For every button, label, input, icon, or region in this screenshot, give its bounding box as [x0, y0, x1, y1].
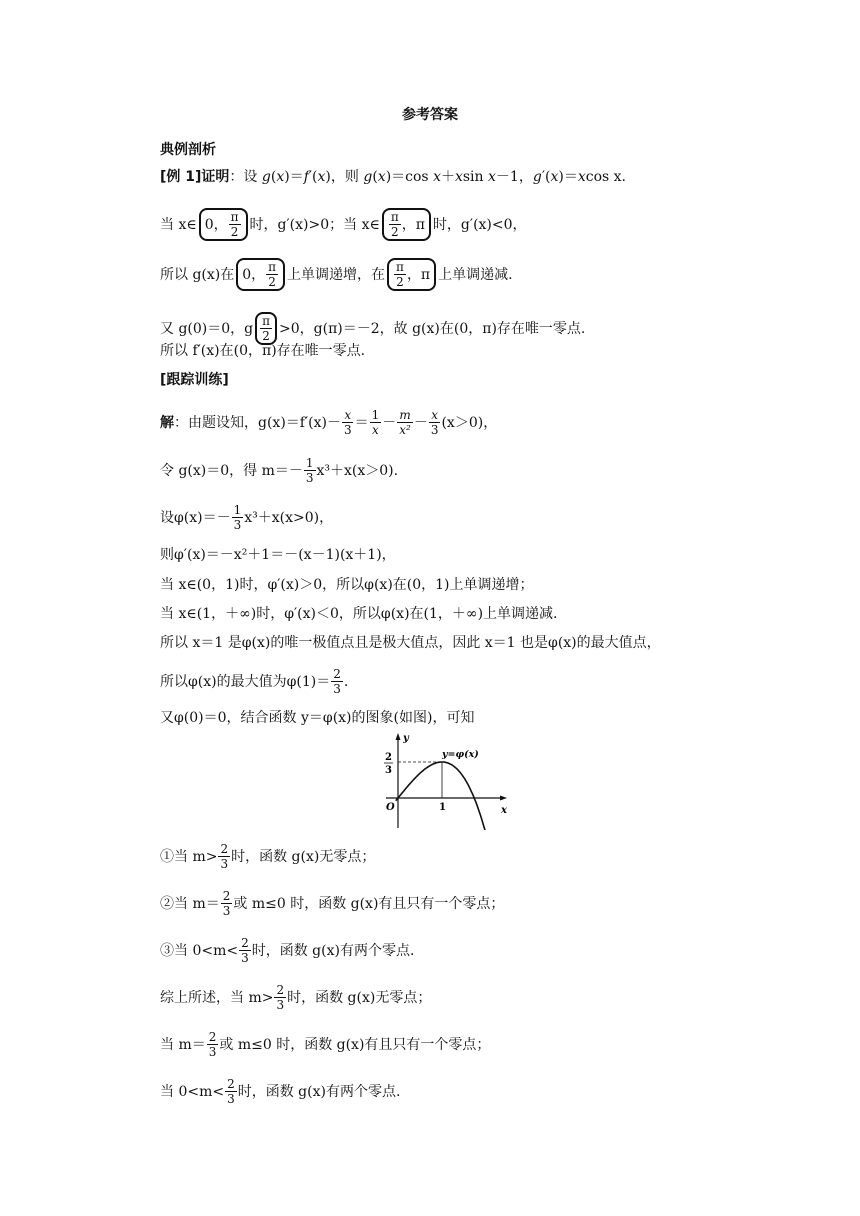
text-seg: 上单调递减. — [438, 266, 513, 283]
text-seg: . — [343, 673, 349, 690]
text-seg: 所以φ(x)的最大值为φ(1)＝ — [160, 673, 331, 690]
fraction: $\frac{1}{x}$ — [371, 408, 380, 437]
text-seg: ′( — [308, 169, 318, 185]
text-seg: ：设 — [229, 169, 262, 185]
solution-line-8 — [160, 667, 720, 696]
text-seg: x — [488, 169, 496, 185]
interval-bracket — [382, 208, 431, 241]
example-1-line-5: 所以 f′(x)在(0，π)存在唯一零点. — [160, 343, 366, 359]
text-seg: x — [577, 169, 586, 185]
text-seg: )，则 — [325, 169, 364, 185]
text-seg: － — [382, 414, 397, 431]
text-seg: 时，函数 g(x)无零点； — [231, 848, 376, 865]
text-seg: x — [317, 169, 326, 185]
text-seg: x — [377, 169, 386, 185]
solution-line-6: 当 x∈(1，＋∞)时，φ′(x)＜0，所以φ(x)在(1，＋∞)上单调递减. — [160, 606, 558, 622]
case-1 — [160, 842, 720, 871]
fraction: $\frac{2}{3}$ — [276, 983, 285, 1012]
text-seg: x — [550, 169, 559, 185]
text-seg: 时，函数 g(x)有两个零点. — [251, 942, 415, 959]
x-axis-label: x — [501, 805, 507, 816]
solution-line-7: 所以 x＝1 是φ(x)的唯一极值点且是极大值点，因此 x＝1 也是φ(x)的最大值点， — [160, 635, 661, 651]
text-seg: 时，g′(x)<0， — [432, 216, 527, 233]
text-seg: f — [303, 169, 309, 185]
solution-line-5: 当 x∈(0，1)时，φ′(x)＞0，所以φ(x)在(0，1)上单调递增； — [160, 577, 534, 593]
summary-3 — [160, 1077, 720, 1106]
text-seg: x — [613, 169, 622, 185]
text-seg: )＝cos — [385, 169, 434, 185]
fraction: $\frac{\pi}{2}$ — [390, 210, 399, 239]
text-seg: )＝ — [558, 169, 578, 185]
text-seg: 上单调递增，在 — [287, 266, 386, 283]
fraction: $\frac{1}{3}$ — [233, 503, 242, 532]
example-1-tag: [例 1]证明 — [160, 169, 230, 185]
example-1-line-2 — [160, 208, 720, 241]
fraction: $\frac{2}{3}$ — [220, 842, 229, 871]
text-seg: g — [363, 169, 373, 185]
fraction: $\frac{x}{3}$ — [343, 408, 352, 437]
text-seg: 当 m＝ — [160, 1036, 206, 1053]
text-seg: sin — [462, 169, 489, 185]
fraction: $\frac{\pi}{2}$ — [268, 260, 277, 289]
section-heading-practice: [跟踪训练] — [160, 372, 229, 388]
text-seg: 当 x∈ — [160, 216, 197, 233]
text-seg: )＝ — [284, 169, 304, 185]
text-seg: ′( — [541, 169, 551, 185]
curve-label: y=φ(x) — [442, 749, 479, 760]
text-seg: cos — [585, 169, 614, 185]
text-seg: ，π — [406, 266, 431, 283]
text-seg: . — [621, 169, 626, 185]
text-seg: ＋ — [440, 169, 455, 185]
phi-curve — [396, 762, 486, 830]
text-seg: x — [433, 169, 441, 185]
text-seg: ①当 m> — [160, 848, 218, 865]
solution-tag: 解 — [160, 414, 174, 431]
example-1-text — [229, 167, 626, 187]
x-axis-arrow-icon — [500, 796, 507, 801]
text-seg: 令 g(x)＝0，得 m＝－ — [160, 462, 303, 479]
text-seg: ②当 m＝ — [160, 895, 220, 912]
text-seg: 又 g(0)＝0，g — [160, 320, 254, 337]
case-2 — [160, 889, 720, 918]
section-heading-examples: 典例剖析 — [160, 142, 216, 158]
text-seg: ( — [372, 169, 378, 185]
text-seg: ＝ — [354, 414, 369, 431]
y-tick-denominator: 3 — [385, 765, 392, 776]
text-seg: 所以 g(x)在 — [160, 266, 235, 283]
text-seg: (x＞0)， — [441, 414, 498, 431]
fraction: $\frac{2}{3}$ — [222, 889, 231, 918]
text-seg: 时，g′(x)>0；当 x∈ — [249, 216, 380, 233]
fraction: $\frac{x}{3}$ — [430, 408, 439, 437]
text-seg: ③当 0<m< — [160, 942, 239, 959]
text-seg: ：由题设知，g(x)＝f′(x)－ — [174, 414, 341, 431]
summary-1 — [160, 983, 720, 1012]
text-seg: x³＋x(x>0)， — [244, 509, 334, 526]
summary-2 — [160, 1030, 720, 1059]
origin-label: O — [386, 802, 395, 813]
text-seg: x — [454, 169, 463, 185]
fraction: $\frac{2}{3}$ — [333, 667, 341, 696]
solution-line-9: 又φ(0)＝0，结合函数 y＝φ(x)的图象(如图)，可知 — [160, 710, 475, 726]
solution-line-1 — [160, 408, 720, 437]
text-seg: 设φ(x)＝－ — [160, 509, 231, 526]
fraction: $\frac{\pi}{2}$ — [230, 210, 239, 239]
fraction: $\frac{2}{3}$ — [208, 1030, 217, 1059]
text-seg: 时，函数 g(x)有两个零点. — [237, 1083, 401, 1100]
text-seg: 综上所述，当 m> — [160, 989, 274, 1006]
text-seg: g — [532, 169, 542, 185]
text-seg: 0， — [204, 216, 228, 233]
y-axis-label: y — [403, 733, 409, 744]
text-seg: g — [261, 169, 271, 185]
fraction: $\frac{1}{3}$ — [305, 456, 314, 485]
text-seg: x³＋x(x＞0). — [316, 462, 399, 479]
solution-line-2 — [160, 456, 720, 485]
text-seg: 0， — [242, 266, 266, 283]
fraction: $\frac{2}{3}$ — [227, 1077, 235, 1106]
text-seg: － — [413, 414, 428, 431]
y-tick-numerator: 2 — [385, 752, 392, 763]
example-1-line-3 — [160, 258, 720, 291]
text-seg: 或 m≤0 时，函数 g(x)有且只有一个零点； — [219, 1036, 491, 1053]
text-seg: ，π — [401, 216, 425, 233]
solution-line-4: 则φ′(x)＝－x²＋1＝－(x－1)(x＋1)， — [160, 547, 396, 563]
fraction: $\frac{\pi}{2}$ — [396, 260, 404, 289]
solution-line-3 — [160, 503, 720, 532]
x-tick-label: 1 — [439, 802, 446, 813]
example-1-line-1 — [160, 167, 720, 187]
interval-bracket — [199, 208, 248, 241]
text-seg: ( — [270, 169, 277, 185]
interval-bracket — [236, 258, 285, 291]
case-3 — [160, 936, 720, 965]
text-seg: －1， — [495, 169, 533, 185]
y-axis-arrow-icon — [396, 733, 401, 740]
fraction: $\frac{m}{\text{x²}}$ — [399, 408, 411, 437]
page-title: 参考答案 — [402, 107, 458, 123]
interval-bracket — [387, 258, 436, 291]
fraction: $\frac{2}{3}$ — [241, 936, 249, 965]
text-seg: 当 0<m< — [160, 1083, 225, 1100]
function-graph — [380, 730, 520, 830]
fraction: $\frac{\pi}{2}$ — [262, 314, 271, 343]
text-seg: x — [276, 169, 285, 185]
text-seg: 或 m≤0 时，函数 g(x)有且只有一个零点； — [233, 895, 505, 912]
text-seg: 时，函数 g(x)无零点； — [287, 989, 432, 1006]
text-seg: >0，g(π)＝－2，故 g(x)在(0，π)存在唯一零点. — [279, 320, 586, 337]
